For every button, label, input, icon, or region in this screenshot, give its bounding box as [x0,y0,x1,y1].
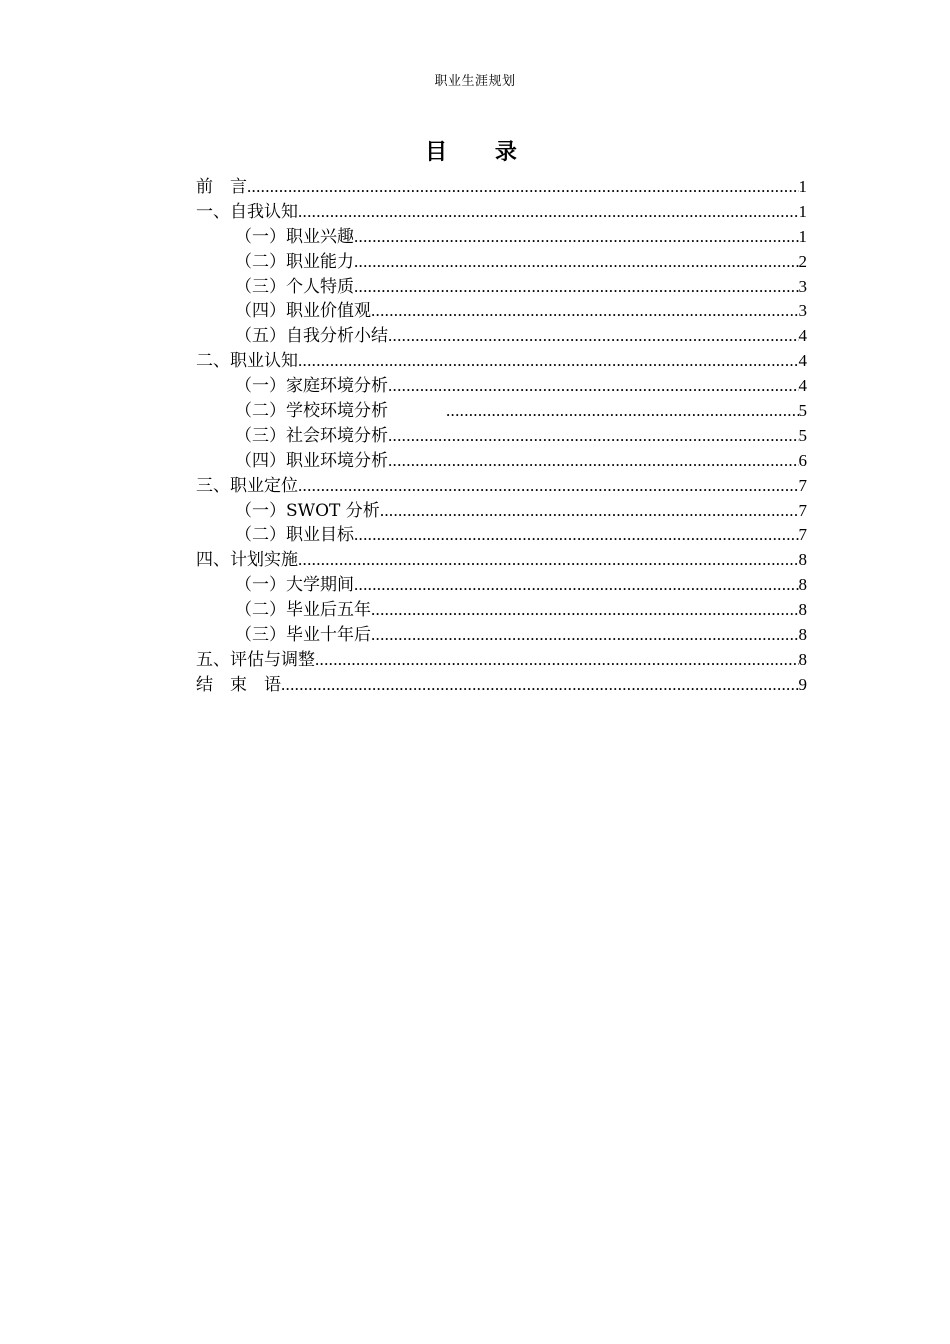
toc-entry-page: 7 [798,475,807,495]
toc-leader-dots [371,299,799,324]
toc-entry-page: 2 [798,251,807,271]
toc-entry-page: 5 [798,425,807,445]
toc-entry-preface[interactable] [196,175,807,200]
toc-entry-career-awareness[interactable] [196,349,807,374]
running-header: 职业生涯规划 [434,74,516,89]
toc-entry-label: 结 束 语 [196,674,281,695]
toc-leader-dots [354,250,799,275]
toc-entry-page: 6 [798,450,807,470]
toc-entry-label: （四）职业价值观 [235,301,371,322]
toc-entry-family-environment[interactable] [196,374,807,399]
toc-leader-dots [354,225,799,250]
toc-entry-school-environment[interactable] [196,399,807,424]
toc-entry-university-period[interactable] [196,573,807,598]
toc-entry-page: 1 [798,201,807,221]
toc-entry-label: （四）职业环境分析 [235,450,388,471]
toc-leader-dots [354,275,799,300]
toc-entry-page: 3 [798,276,807,296]
toc-entry-page: 1 [798,177,807,196]
toc-leader-dots [446,399,799,424]
toc-entry-label: 四、计划实施 [196,550,298,571]
toc-leader-dots [354,523,799,548]
toc-entry-page: 8 [798,649,807,669]
toc-leader-dots [388,324,799,349]
toc-leader-dots [388,374,799,399]
toc-entry-page: 8 [798,550,807,570]
toc-entry-ten-years-after-graduation[interactable] [196,623,807,648]
toc-entry-conclusion[interactable] [196,673,807,698]
toc-entry-label: （一）SWOT 分析 [235,500,380,521]
toc-entry-page: 5 [798,401,807,421]
toc-entry-career-ability[interactable] [196,250,807,275]
toc-entry-page: 7 [798,525,807,545]
toc-entry-swot-analysis[interactable] [196,499,807,524]
toc-entry-career-interest[interactable] [196,225,807,250]
toc-leader-dots [371,623,799,648]
toc-entry-label: 前 言 [196,177,247,197]
toc-entry-label: （三）毕业十年后 [235,625,371,646]
toc-entry-page: 1 [798,226,807,246]
toc-entry-page: 4 [798,326,807,346]
toc-leader-dots [298,474,799,499]
toc-entry-label: 一、自我认知 [196,201,298,222]
toc-leader-dots [298,349,799,374]
toc-entry-page: 7 [798,500,807,520]
toc-entry-social-environment[interactable] [196,424,807,449]
toc-entry-self-awareness[interactable] [196,200,807,225]
toc-entry-five-years-after-graduation[interactable] [196,598,807,623]
toc-leader-dots [388,449,799,474]
toc-entry-page: 9 [798,674,807,694]
toc-leader-dots [388,424,799,449]
toc-entry-career-values[interactable] [196,299,807,324]
toc-title: 目 录 [425,139,537,165]
toc-leader-dots [247,175,799,200]
toc-leader-dots [298,200,799,225]
toc-entry-label: （五）自我分析小结 [235,326,388,347]
toc-entry-label: （一）大学期间 [235,575,354,596]
toc-leader-dots [298,548,799,573]
toc-entry-evaluation-adjustment[interactable] [196,648,807,673]
toc-entry-plan-implementation[interactable] [196,548,807,573]
toc-entry-page: 4 [798,376,807,396]
toc-leader-dots [371,598,799,623]
toc-entry-label: （三）社会环境分析 [235,425,388,446]
toc-entry-career-environment[interactable] [196,449,807,474]
toc-entry-personal-traits[interactable] [196,275,807,300]
toc-entry-label: 五、评估与调整 [196,649,315,670]
toc-entry-page: 8 [798,575,807,595]
toc-entry-label: （二）学校环境分析 [235,401,388,422]
toc-entry-label: （一）家庭环境分析 [235,376,388,397]
toc-entry-page: 8 [798,600,807,620]
toc-entry-label: （二）职业能力 [235,251,354,272]
table-of-contents [196,175,807,698]
toc-entry-label: （一）职业兴趣 [235,226,354,247]
toc-entry-label: 三、职业定位 [196,475,298,496]
toc-entry-page: 3 [798,301,807,321]
toc-leader-dots [315,648,799,673]
toc-entry-career-goals[interactable] [196,523,807,548]
toc-entry-page: 8 [798,625,807,645]
toc-leader-dots [354,573,799,598]
toc-entry-label: （三）个人特质 [235,276,354,297]
toc-entry-label: 二、职业认知 [196,351,298,372]
toc-entry-self-analysis-summary[interactable] [196,324,807,349]
toc-leader-dots [281,673,799,698]
toc-entry-label: （二）职业目标 [235,525,354,546]
toc-entry-career-positioning[interactable] [196,474,807,499]
toc-entry-page: 4 [798,351,807,371]
toc-entry-label: （二）毕业后五年 [235,600,371,621]
toc-leader-dots [380,499,799,524]
